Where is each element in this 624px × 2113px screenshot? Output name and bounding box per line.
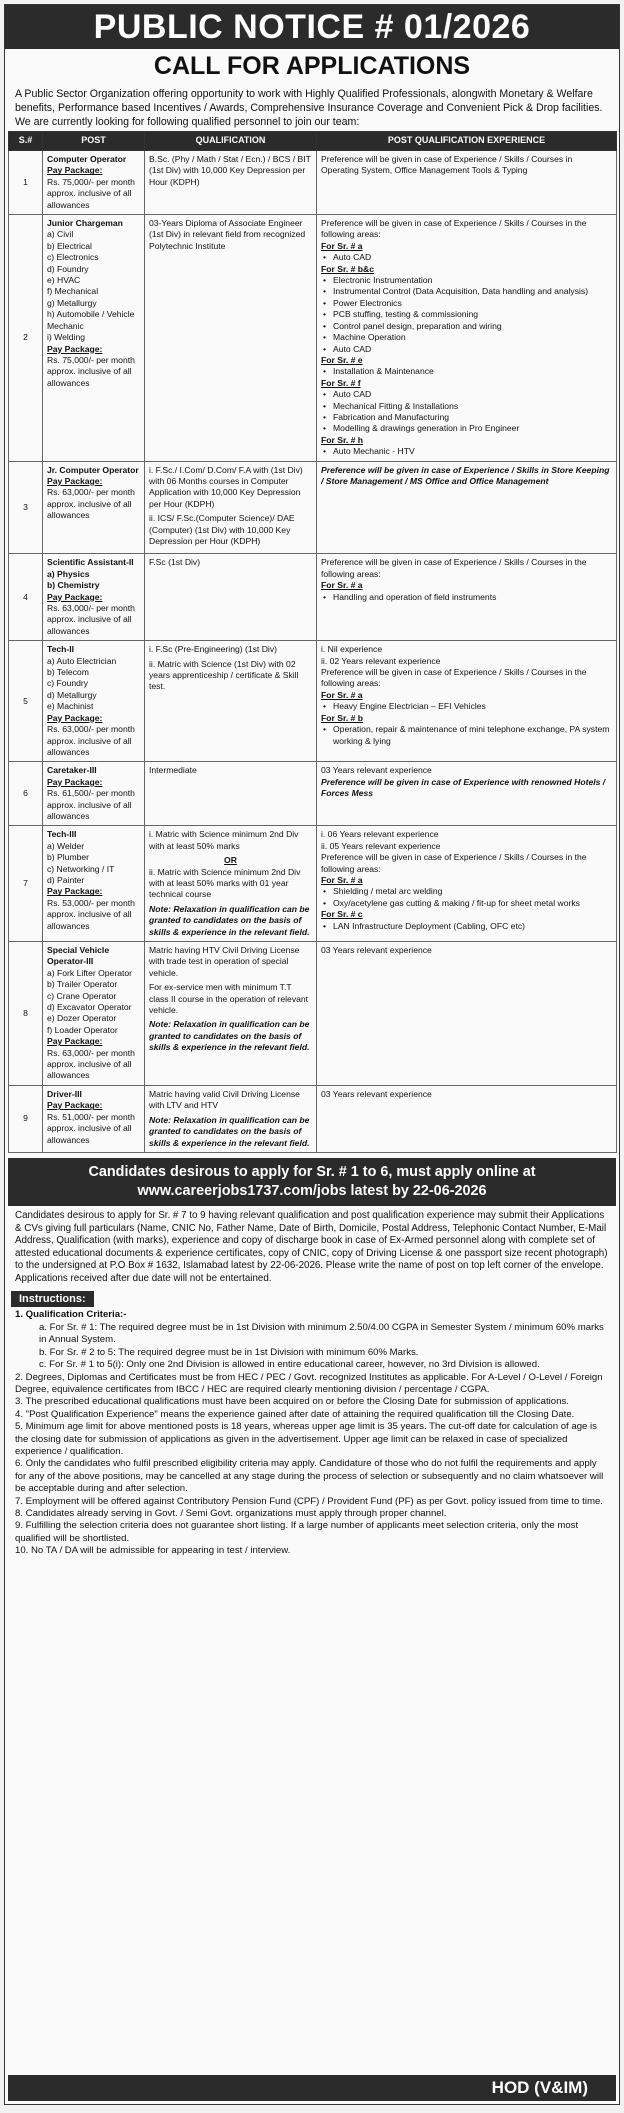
row-sr-number: 1 (9, 151, 43, 215)
post-trade: b) Electrical (47, 240, 92, 251)
experience-bullet: • Shielding / metal arc welding (321, 886, 612, 897)
pay-package-value: Rs. 75,000/- per month approx. inclusive of all allowances (47, 176, 135, 210)
instruction-item: 9. Fulfilling the selection criteria does not guarantee short listing. If a large number of applicants meet selection criteria, only the most qualified will be shortlisted. (15, 1520, 579, 1544)
post-title: Tech-III (47, 829, 77, 840)
notice-title: PUBLIC NOTICE # 01/2026 (5, 5, 619, 49)
row-sr-number: 9 (9, 1085, 43, 1152)
experience-preference: Preference will be given in case of Experience with renowned Hotels / Forces Mess (321, 776, 606, 799)
instruction-item: a. For Sr. # 1: The required degree must be in 1st Division with minimum 2.50/4.00 CGPA in Semester System / minimum 60% marks in Annual System. (39, 1321, 604, 1346)
experience-group-heading: For Sr. # a (321, 689, 363, 700)
experience-group-heading: For Sr. # b&c (321, 263, 375, 274)
post-trade: d) Metallurgy (47, 689, 97, 700)
instruction-item: 5. Minimum age limit for above mentioned posts is 18 years, whereas upper age limit is 35 years. The cut-off date for calculation of age is the closing date for submission of applications as given in the advertisement. Upper age limit can be relaxed in case of specialized experience / qualification. (15, 1421, 597, 1457)
post-trade: c) Networking / IT (47, 863, 115, 874)
instruction-item: 2. Degrees, Diplomas and Certificates must be from HEC / PEC / Govt. recognized Institutes as applicable. For A-Level / O-Level / Foreign Degree, equivalence certificates from IBCC / HEC are required clearly mentioning division / percentage / CGPA. (15, 1371, 603, 1395)
experience-line: ii. 05 Years relevant experience (321, 840, 441, 851)
experience-bullets (321, 724, 612, 747)
table-row (9, 826, 617, 942)
experience-bullet: • Auto CAD (321, 344, 612, 355)
post-trade: g) Metallurgy (47, 297, 97, 308)
qualification-line: ii. Matric with Science minimum 2nd Div with at least 50% marks with 01 year technical course (149, 866, 301, 900)
col-header-experience: POST QUALIFICATION EXPERIENCE (317, 132, 617, 151)
table-header-row (9, 132, 617, 151)
experience-text: Preference will be given in case of Experience / Skills / Courses in the following areas: (321, 852, 587, 874)
experience-text: Preference will be given in case of Experience / Skills / Courses in the following areas: (321, 557, 587, 579)
pay-package-value: Rs. 63,000/- per month approx. inclusive of all allowances (47, 1047, 135, 1081)
experience-bullet: • LAN Infrastructure Deployment (Cabling, OFC etc) (321, 921, 612, 932)
relaxation-note: Note: Relaxation in qualification can be granted to candidates on the basis of skills & experience in the relevant field. (149, 903, 310, 937)
post-trade: f) Loader Operator (47, 1024, 118, 1035)
qualification-cell (145, 554, 317, 641)
row-sr-number: 2 (9, 215, 43, 462)
pay-package-label: Pay Package: (47, 1036, 103, 1047)
table-row (9, 942, 617, 1086)
post-title: Tech-II (47, 644, 75, 655)
experience-bullet: • PCB stuffing, testing & commissioning (321, 309, 612, 320)
experience-bullets (321, 275, 612, 355)
qualification-cell (145, 826, 317, 942)
pay-package-label: Pay Package: (47, 591, 103, 602)
experience-line: ii. 02 Years relevant experience (321, 655, 441, 666)
qualification-cell (145, 461, 317, 554)
vacancy-table (8, 131, 617, 1153)
pay-package-value: Rs. 61,500/- per month approx. inclusive of all allowances (47, 788, 135, 821)
experience-bullet: • Electronic Instrumentation (321, 275, 612, 286)
online-apply-url[interactable]: www.careerjobs1737.com/jobs latest by 22-06-2026 (137, 1182, 487, 1199)
experience-bullets (321, 921, 612, 932)
post-trade: a) Welder (47, 840, 85, 851)
experience-line: 03 Years relevant experience (321, 1088, 432, 1099)
pay-package-label: Pay Package: (47, 712, 103, 723)
qualification-line: i. Matric with Science minimum 2nd Div with at least 50% marks (149, 829, 299, 851)
postal-application-text: Candidates desirous to apply for Sr. # 7 to 9 having relevant qualification and post qualification experience may submit their Applications & CVs giving full particulars (Name, CNIC No, Father Name, Date of Birth, Domicile, Postal Address, Telephonic Contact Number, E-Mail Address, Qualification (with marks), experience and copy of discharge book in case of Ex-Armed personnel along with complete set of attested educational documents & experience certificates, copy of CNIC, copy of Driving License & one passport size recent photograph) to the undersigned at P.O Box # 1632, Islamabad latest by 22-06-2026. Please write the name of post on top left corner of the envelope. Applications received after due date will not be entertained. (15, 1209, 608, 1284)
instruction-item: 4. "Post Qualification Experience" means the experience gained after date of attaining the required qualification till the Closing Date. (15, 1408, 575, 1420)
experience-cell (317, 762, 617, 826)
experience-text: Preference will be given in case of Experience / Skills / Courses in the following areas: (321, 218, 587, 240)
qualification-line: F.Sc (1st Div) (149, 557, 201, 568)
relaxation-note: Note: Relaxation in qualification can be granted to candidates on the basis of skills & experience in the relevant field. (149, 1019, 310, 1053)
post-trade: c) Electronics (47, 252, 99, 263)
experience-group-heading: For Sr. # a (321, 874, 363, 885)
post-trade: a) Civil (47, 229, 74, 240)
qualification-cell (145, 151, 317, 215)
experience-group-heading: For Sr. # c (321, 909, 363, 920)
qualification-line: i. F.Sc (Pre-Engineering) (1st Div) (149, 644, 277, 655)
experience-text: Preference will be given in case of Experience / Skills / Courses in Operating System, Office Management Tools & Typing (321, 154, 573, 176)
post-trade: f) Mechanical (47, 286, 99, 297)
experience-bullets (321, 886, 612, 909)
pay-package-value: Rs. 51,000/- per month approx. inclusive of all allowances (47, 1111, 135, 1145)
table-row (9, 641, 617, 762)
notice-subtitle: CALL FOR APPLICATIONS (153, 52, 471, 80)
experience-line: i. 06 Years relevant experience (321, 829, 439, 840)
post-trade: e) Dozer Operator (47, 1013, 117, 1024)
instruction-item: b. For Sr. # 2 to 5: The required degree must be in 1st Division with minimum 60% Marks. (39, 1346, 419, 1358)
post-trade: a) Fork Lifter Operator (47, 967, 133, 978)
pay-package-value: Rs. 53,000/- per month approx. inclusive of all allowances (47, 897, 135, 931)
post-trade: d) Excavator Operator (47, 1002, 132, 1013)
post-title: Driver-III (47, 1088, 82, 1099)
instruction-item: 7. Employment will be offered against Contributory Pension Fund (CPF) / Provident Fund (PF) as per Govt. policy issued from time to time. (15, 1495, 603, 1507)
experience-line: i. Nil experience (321, 644, 383, 655)
pay-package-value: Rs. 63,000/- per month approx. inclusive of all allowances (47, 724, 135, 757)
or-separator: OR (224, 855, 237, 866)
experience-group-heading: For Sr. # a (321, 240, 363, 251)
post-cell (43, 215, 145, 462)
post-trade: b) Trailer Operator (47, 979, 118, 990)
qualification-cell (145, 762, 317, 826)
post-cell (43, 461, 145, 554)
experience-group-heading: For Sr. # f (321, 377, 361, 388)
qualification-cell (145, 942, 317, 1086)
post-trade: b) Plumber (47, 852, 90, 863)
table-row (9, 1085, 617, 1152)
post-trade: e) HVAC (47, 275, 81, 286)
experience-bullet: • Heavy Engine Electrician – EFI Vehicles (321, 701, 612, 712)
experience-bullet: • Instrumental Control (Data Acquisition, Data handling and analysis) (321, 286, 612, 297)
experience-cell (317, 826, 617, 942)
experience-group-heading: For Sr. # h (321, 434, 364, 445)
col-header-qualification: QUALIFICATION (145, 132, 317, 151)
experience-bullet: • Fabrication and Manufacturing (321, 412, 612, 423)
experience-bullet: • Installation & Maintenance (321, 366, 612, 377)
experience-bullets (321, 701, 612, 712)
experience-text: Preference will be given in case of Experience / Skills / Courses in the following areas: (321, 667, 587, 689)
pay-package-value: Rs. 75,000/- per month approx. inclusive of all allowances (47, 354, 135, 388)
experience-bullet: • Mechanical Fitting & Installations (321, 401, 612, 412)
experience-bullet: • Machine Operation (321, 332, 612, 343)
col-header-post: POST (43, 132, 145, 151)
experience-cell (317, 215, 617, 462)
post-trade: b) Telecom (47, 667, 89, 678)
instruction-item: 1. Qualification Criteria:- (15, 1309, 127, 1321)
qualification-line: For ex-service men with minimum T.T class II course in the operation of relevant vehicle. (149, 982, 309, 1016)
pay-package-value: Rs. 63,000/- per month approx. inclusive of all allowances (47, 487, 135, 521)
intro-paragraph: A Public Sector Organization offering opportunity to work with Highly Qualified Professionals, alongwith Monetary & Welfare benefits, Performance based Incentives / Awards, Comprehensive Insurance Coverage and Convenient Pick & Drop facilities. We are currently looking for following qualified personnel to join our team: (15, 88, 603, 128)
signatory: HOD (V&IM) (8, 2075, 616, 2101)
qualification-line: i. F.Sc./ I.Com/ D.Com/ F.A with (1st Div) with 06 Months courses in Computer Application with 10,000 Key Depression per Hour (KDPH) (149, 464, 303, 509)
row-sr-number: 8 (9, 942, 43, 1086)
experience-cell (317, 641, 617, 762)
online-apply-line1: Candidates desirous to apply for Sr. # 1 to 6, must apply online at (88, 1163, 536, 1180)
experience-bullets (321, 389, 612, 435)
table-row (9, 762, 617, 826)
pay-package-label: Pay Package: (47, 1100, 103, 1111)
instructions-heading: Instructions: (11, 1291, 94, 1307)
experience-bullets (321, 366, 612, 377)
post-cell (43, 1085, 145, 1152)
experience-group-heading: For Sr. # e (321, 354, 363, 365)
post-trade: c) Crane Operator (47, 990, 117, 1001)
relaxation-note: Note: Relaxation in qualification can be granted to candidates on the basis of skills & experience in the relevant field. (149, 1114, 310, 1148)
experience-bullet: • Auto Mechanic - HTV (321, 446, 612, 457)
post-cell (43, 942, 145, 1086)
instruction-item: c. For Sr. # 1 to 5(i): Only one 2nd Division is allowed in entire educational career, however, no 3rd Division is allowed. (39, 1359, 540, 1371)
post-title: Jr. Computer Operator (47, 464, 139, 475)
qualification-cell (145, 1085, 317, 1152)
experience-group-heading: For Sr. # b (321, 712, 364, 723)
post-title: Computer Operator (47, 154, 127, 164)
pay-package-label: Pay Package: (47, 165, 103, 176)
online-apply-banner (8, 1158, 616, 1206)
post-trade: b) Chemistry (47, 580, 100, 591)
table-row (9, 461, 617, 554)
row-sr-number: 3 (9, 461, 43, 554)
post-cell (43, 826, 145, 942)
experience-bullet: • Auto CAD (321, 389, 612, 400)
experience-line: 03 Years relevant experience (321, 765, 432, 776)
pay-package-label: Pay Package: (47, 343, 103, 354)
instruction-item: 8. Candidates already serving in Govt. / Semi Govt. organizations must apply through proper channel. (15, 1507, 447, 1519)
post-title: Special Vehicle Operator-III (47, 945, 110, 967)
qualification-line: Matric having valid Civil Driving License with LTV and HTV (149, 1088, 300, 1111)
row-sr-number: 5 (9, 641, 43, 762)
experience-bullets (321, 592, 612, 603)
experience-bullet: • Handling and operation of field instruments (321, 592, 612, 603)
experience-cell (317, 1085, 617, 1152)
row-sr-number: 6 (9, 762, 43, 826)
post-trade: e) Machinist (47, 701, 94, 712)
col-header-sr: S.# (9, 132, 43, 151)
instruction-item: 3. The prescribed educational qualifications must have been acquired on or before the Closing Date for submission of applications. (15, 1396, 569, 1408)
experience-bullet: • Auto CAD (321, 252, 612, 263)
experience-cell (317, 151, 617, 215)
experience-line: 03 Years relevant experience (321, 945, 432, 955)
instruction-item: 10. No TA / DA will be admissible for appearing in test / interview. (15, 1545, 291, 1557)
post-trade: a) Auto Electrician (47, 655, 117, 666)
pay-package-label: Pay Package: (47, 776, 103, 787)
qualification-line: ii. ICS/ F.Sc.(Computer Science)/ DAE (Computer) (1st Div) with 10,000 Key Depression per Hour (KDPH) (149, 513, 295, 546)
qualification-cell (145, 215, 317, 462)
experience-cell (317, 461, 617, 554)
post-cell (43, 554, 145, 641)
table-row (9, 215, 617, 462)
post-trade: i) Welding (47, 332, 86, 343)
experience-preference: Preference will be given in case of Experience / Skills in Store Keeping / Store Management / MS Office and Office Management (321, 464, 610, 486)
pay-package-label: Pay Package: (47, 886, 103, 897)
qualification-cell (145, 641, 317, 762)
post-trade: h) Automobile / Vehicle Mechanic (47, 309, 135, 331)
experience-bullet: • Operation, repair & maintenance of mini telephone exchange, PA system working & lying (321, 724, 612, 747)
instructions-list (5, 1307, 619, 1559)
experience-bullets (321, 446, 612, 457)
pay-package-label: Pay Package: (47, 475, 103, 486)
notice-page (4, 4, 620, 2105)
qualification-line: ii. Matric with Science (1st Div) with 02 years apprenticeship / certificate & Skill test. (149, 658, 299, 692)
instruction-item: 6. Only the candidates who fulfil prescribed eligibility criteria may apply. Candidature of those who do not fulfil the requirements and apply for any of the above positions, may be cancelled at any stage during the process of selection or subsequently and no claim whatsoever will be acceptable during and after selection. (15, 1458, 604, 1495)
post-cell (43, 641, 145, 762)
pay-package-value: Rs. 63,000/- per month approx. inclusive of all allowances (47, 603, 135, 636)
experience-cell (317, 554, 617, 641)
experience-group-heading: For Sr. # a (321, 580, 363, 591)
qualification-line: Matric having HTV Civil Driving License with trade test in operation of special vehicle. (149, 945, 300, 978)
qualification-line: Intermediate (149, 765, 197, 776)
experience-bullet: • Modelling & drawings generation in Pro Engineer (321, 423, 612, 434)
post-trade: d) Foundry (47, 263, 89, 274)
post-trade: d) Painter (47, 874, 85, 885)
table-row (9, 554, 617, 641)
qualification-line: 03-Years Diploma of Associate Engineer (1st Div) in relevant field from recognized Polytechnic Institute (149, 218, 306, 251)
post-trade: c) Foundry (47, 678, 89, 689)
table-row (9, 151, 617, 215)
post-cell (43, 151, 145, 215)
post-title: Junior Chargeman (47, 218, 123, 229)
post-cell (43, 762, 145, 826)
qualification-line: B.Sc. (Phy / Math / Stat / Ecn.) / BCS / BIT (1st Div) with 10,000 Key Depression per Hour (KDPH) (149, 154, 311, 187)
row-sr-number: 4 (9, 554, 43, 641)
experience-bullet: • Oxy/acetylene gas cutting & making / fit-up for sheet metal works (321, 898, 612, 909)
experience-bullet: • Power Electronics (321, 298, 612, 309)
row-sr-number: 7 (9, 826, 43, 942)
post-title: Caretaker-III (47, 765, 97, 776)
experience-bullets (321, 252, 612, 263)
post-title: Scientific Assistant-II (47, 557, 134, 568)
experience-bullet: • Control panel design, preparation and wiring (321, 321, 612, 332)
post-trade: a) Physics (47, 568, 90, 579)
experience-cell (317, 942, 617, 1086)
